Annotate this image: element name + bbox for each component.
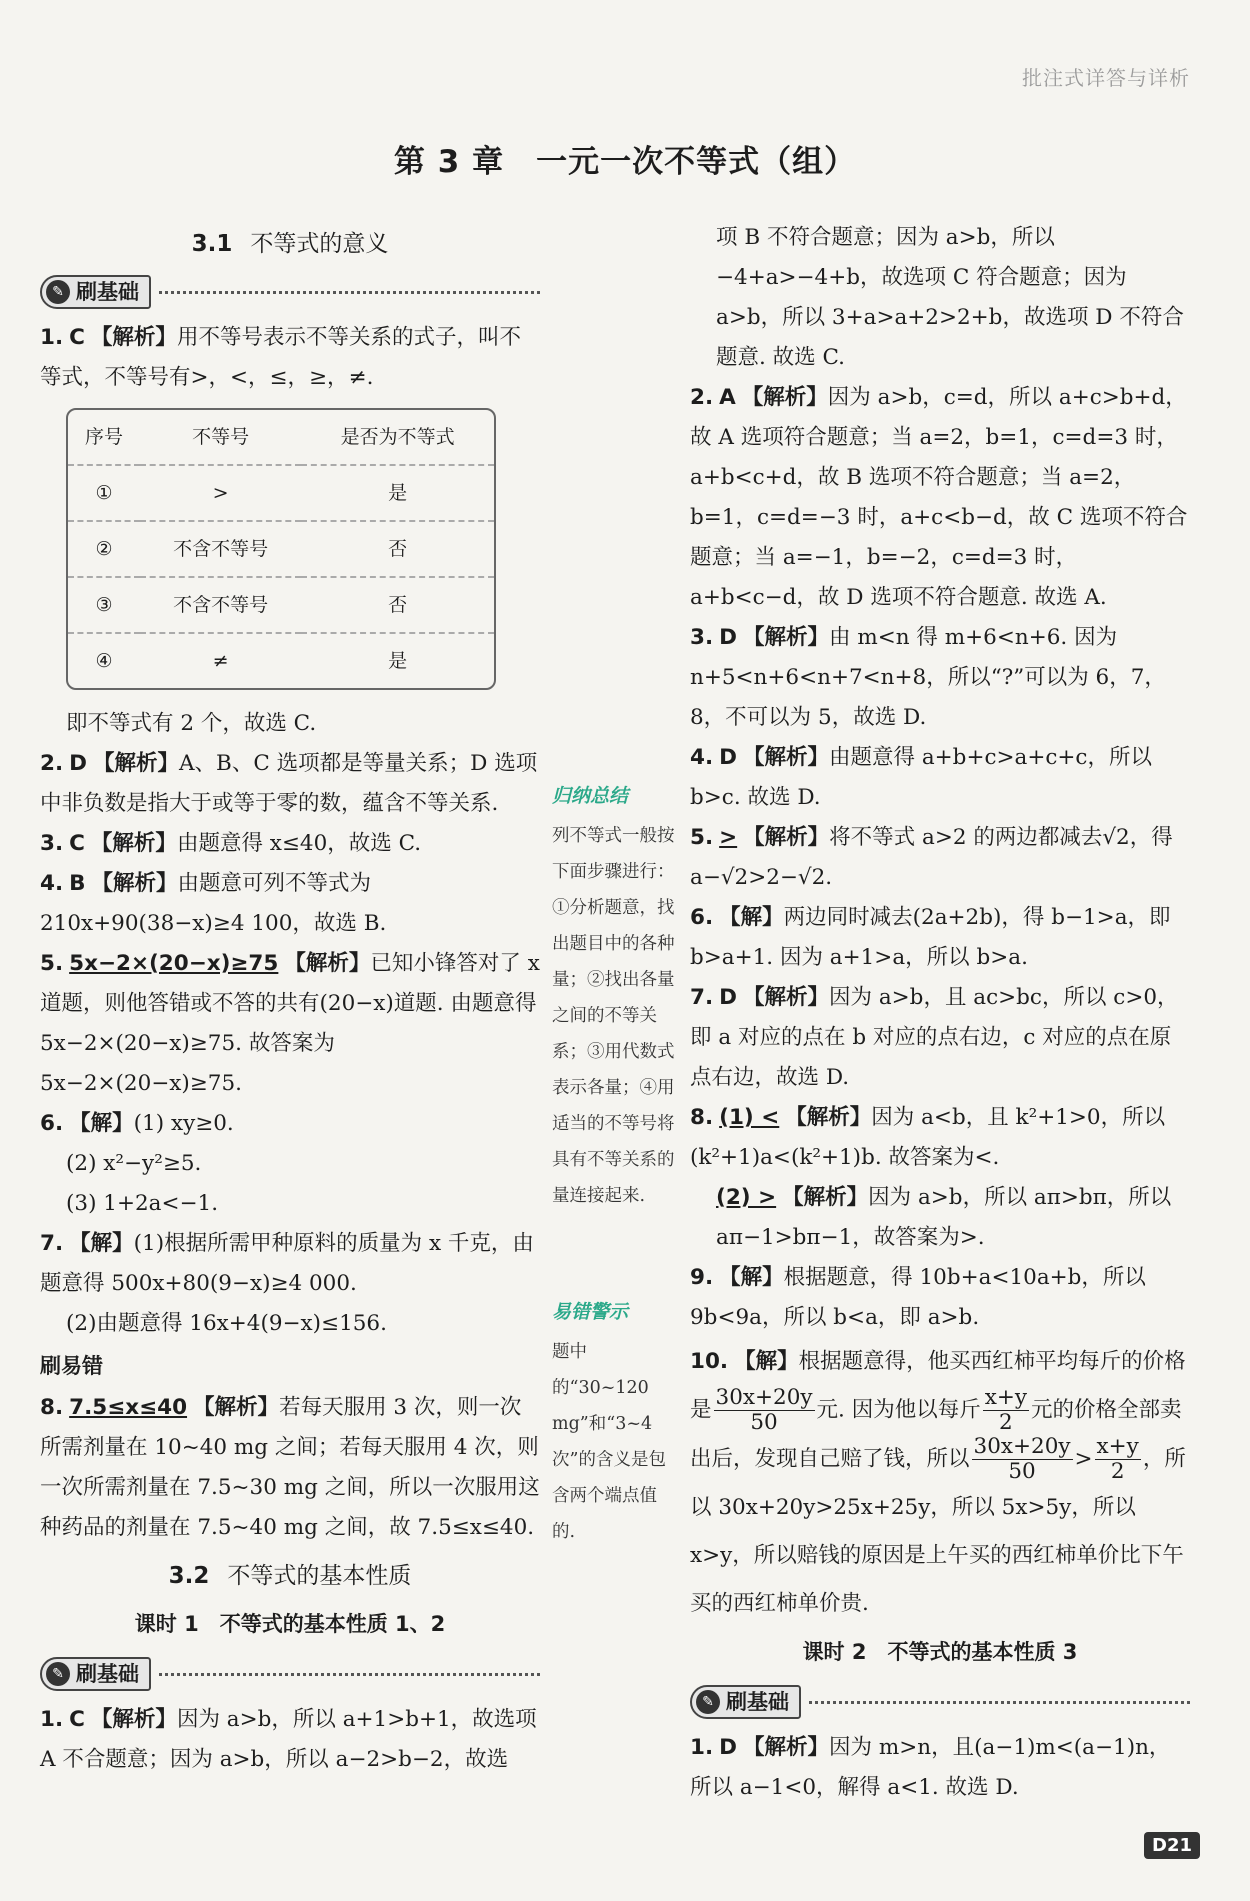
banner-basic [40, 1654, 540, 1694]
analysis-tag: 【解析】 [741, 385, 828, 410]
banner-basic [690, 1682, 1190, 1722]
table-cell: 不含不等号 [140, 576, 301, 632]
brush-icon: ✎ [696, 1690, 720, 1714]
solution-line: (3) 1+2a<−1. [66, 1191, 219, 1216]
comparison-table [66, 408, 496, 690]
solution-text: 元的价格全部卖出后，发现自己赔了钱，所以 [690, 1397, 1182, 1472]
question-number: 5. [40, 951, 64, 976]
question-continuation: 项 B 不符合题意；因为 a>b，所以 −4+a>−4+b，故选项 C 符合题意；因为 a>b，所以 3+a>a+2>2+b，故选项 D 不符合题意. 故选 C. [716, 225, 1184, 370]
denominator: 2 [999, 1410, 1013, 1435]
denominator: 50 [750, 1410, 778, 1435]
section-name: 不等式的基本性质 [227, 1563, 412, 1589]
analysis-tag: 【解析】 [90, 325, 177, 350]
table-cell: 否 [301, 520, 494, 576]
answer: D [719, 745, 737, 770]
solution-tag: 【解】 [719, 1265, 784, 1290]
dotted-divider [159, 1673, 540, 1676]
question-number: 8. [690, 1105, 714, 1130]
table-cell: 是 [301, 632, 494, 688]
note-heading: 易错警示 [552, 1301, 629, 1323]
comparison-sign: > [1074, 1446, 1093, 1472]
analysis-text: 用不等号表示不等关系的式子，叫不等式，不等号有>，<，≤，≥，≠. [40, 325, 521, 390]
analysis-tag: 【解析】 [90, 831, 177, 856]
lesson-title: 课时 2 不等式的基本性质 3 [802, 1640, 1078, 1664]
table-cell: > [140, 464, 301, 520]
solution-text: 根据题意，得 10b+a<10a+b，所以 9b<9a，所以 b<a，即 a>b. [690, 1265, 1146, 1330]
question-4 [40, 864, 540, 944]
question-number: 7. [690, 985, 714, 1010]
solution-tag: 【解】 [69, 1231, 134, 1256]
fraction [714, 1386, 815, 1435]
table-cell: ④ [68, 632, 140, 688]
analysis-text: 因为 a>b，所以 aπ>bπ，所以 aπ−1>bπ−1，故答案为>. [716, 1185, 1172, 1250]
answer: B [69, 871, 86, 896]
chapter-title: 第 3 章 一元一次不等式（组） [393, 144, 857, 180]
denominator: 50 [1008, 1459, 1036, 1484]
fraction [1095, 1435, 1141, 1484]
analysis-text: 因为 a>b，所以 a+1>b+1，故选项 A 不合题意；因为 a>b，所以 a−2>b−2，故选 [40, 1707, 537, 1772]
analysis-tag: 【解析】 [743, 825, 830, 850]
question-number: 4. [690, 745, 714, 770]
analysis-text: 因为 m>n，且(a−1)m<(a−1)n，所以 a−1<0，解得 a<1. 故选 D. [690, 1735, 1171, 1800]
analysis-tag: 【解析】 [284, 951, 371, 976]
answer: (2) > [716, 1185, 777, 1210]
question-number: 6. [40, 1111, 64, 1136]
question-9 [40, 1700, 540, 1780]
answer: C [69, 325, 85, 350]
analysis-text: 已知小锋答对了 x 道题，则他答错或不答的共有(20−x)道题. 由题意得 5x−2×(20−x)≥75. 故答案为 5x−2×(20−x)≥75. [40, 951, 540, 1096]
question-7 [690, 978, 1190, 1098]
fraction [983, 1386, 1029, 1435]
analysis-tag: 【解析】 [93, 751, 180, 776]
question-2 [40, 744, 540, 824]
table-row [68, 632, 494, 688]
table-header: 不等号 [192, 426, 250, 448]
analysis-tag: 【解析】 [743, 1735, 830, 1760]
question-number: 9. [690, 1265, 714, 1290]
analysis-tag: 【解析】 [785, 1105, 872, 1130]
question-8 [690, 1098, 1190, 1178]
banner-label: 刷基础 [76, 280, 139, 304]
numerator: 30x+20y [973, 1434, 1071, 1459]
numerator: 30x+20y [715, 1385, 813, 1410]
banner-label: 刷基础 [726, 1690, 789, 1714]
question-number: 4. [40, 871, 64, 896]
question-6 [40, 1104, 540, 1144]
question-6 [690, 898, 1190, 978]
right-column [690, 218, 1190, 1808]
note-text: 题中的“30~120 mg”和“3~4 次”的含义是包含两个端点值的. [552, 1342, 666, 1542]
table-header: 是否为不等式 [340, 426, 455, 448]
analysis-tag: 【解析】 [743, 745, 830, 770]
question-number: 2. [40, 751, 64, 776]
question-5 [690, 818, 1190, 898]
question-7 [40, 1224, 540, 1304]
analysis-text: 由题意可列不等式为 210x+90(38−x)≥4 100，故选 B. [40, 871, 387, 936]
question-4 [690, 738, 1190, 818]
banner-badge [40, 1657, 151, 1691]
question-number: 8. [40, 1395, 64, 1420]
banner-badge [690, 1685, 801, 1719]
question-2 [690, 378, 1190, 618]
question-number: 1. [40, 325, 64, 350]
solution-line: (2)由题意得 16x+4(9−x)≤156. [66, 1311, 387, 1336]
question-3 [690, 618, 1190, 738]
summary-note [552, 778, 677, 1214]
dotted-divider [159, 291, 540, 294]
question-10 [690, 1338, 1190, 1628]
solution-line: (1)根据所需甲种原料的质量为 x 千克，由题意得 500x+80(9−x)≥4 000. [40, 1231, 534, 1296]
banner-basic [40, 272, 540, 312]
analysis-text: 由 m<n 得 m+6<n+6. 因为 n+5<n+6<n+7<n+8，所以“?”可以为 6，7，8，不可以为 5，故选 D. [690, 625, 1166, 730]
header-tag: 批注式详答与详析 [1022, 66, 1190, 90]
solution-tag: 【解】 [69, 1111, 134, 1136]
section-number: 3.2 [168, 1563, 210, 1589]
section-title [40, 1556, 540, 1596]
notes-column [552, 778, 677, 1630]
section-name: 不等式的意义 [250, 231, 389, 257]
question-number: 2. [690, 385, 714, 410]
left-column [40, 220, 540, 1780]
solution-line: (2) x²−y²≥5. [66, 1151, 202, 1176]
note-text: 列不等式一般按下面步骤进行：①分析题意，找出题目中的各种量；②找出各量之间的不等关系；③用代数式表示各量；④用适当的不等号将具有不等关系的量连接起来. [552, 826, 675, 1206]
numerator: x+y [984, 1385, 1027, 1410]
question-number: 7. [40, 1231, 64, 1256]
section-title [40, 224, 540, 264]
question-1 [40, 318, 540, 398]
table-cell: ② [68, 520, 140, 576]
solution-tag: 【解】 [734, 1349, 799, 1374]
table-cell: ≠ [140, 632, 301, 688]
banner-badge [40, 275, 151, 309]
question-8 [40, 1388, 540, 1548]
banner-label: 刷基础 [76, 1662, 139, 1686]
dotted-divider [809, 1701, 1190, 1704]
solution-text: ，所以 30x+20y>25x+25y，所以 5x>5y，所以 x>y，所以赔钱的原因是上午买的西红柿单价比下午买的西红柿单价贵. [690, 1446, 1186, 1616]
brush-icon: ✎ [46, 280, 70, 304]
analysis-text: 由题意得 x≤40，故选 C. [176, 831, 422, 856]
question-1-tail: 即不等式有 2 个，故选 C. [66, 711, 317, 736]
warning-note [552, 1294, 677, 1550]
answer: C [69, 1707, 85, 1732]
analysis-text: 将不等式 a>2 的两边都减去√2，得 a−√2>2−√2. [690, 825, 1173, 890]
table-cell: 是 [301, 464, 494, 520]
table-header: 序号 [84, 426, 123, 448]
analysis-tag: 【解析】 [193, 1395, 280, 1420]
solution-text: 两边同时减去(2a+2b)，得 b−1>a，即 b>a+1. 因为 a+1>a，所以 b>a. [690, 905, 1171, 970]
analysis-tag: 【解析】 [782, 1185, 869, 1210]
analysis-text: A、B、C 选项都是等量关系；D 选项中非负数是指大于或等于零的数，蕴含不等关系. [40, 751, 538, 816]
lesson-title: 课时 1 不等式的基本性质 1、2 [134, 1612, 446, 1636]
table-cell: 否 [301, 576, 494, 632]
solution-text: 根据题意得，他买西红柿平均每斤的价格是 [690, 1349, 1186, 1423]
numerator: x+y [1096, 1434, 1139, 1459]
analysis-text: 由题意得 a+b+c>a+c+c，所以 b>c. 故选 D. [690, 745, 1152, 810]
question-number: 3. [690, 625, 714, 650]
answer: D [719, 985, 737, 1010]
table-row [68, 464, 494, 520]
table-cell: ③ [68, 576, 140, 632]
question-number: 6. [690, 905, 714, 930]
answer: (1) < [719, 1105, 780, 1130]
brush-icon: ✎ [46, 1662, 70, 1686]
note-heading: 归纳总结 [552, 785, 629, 807]
analysis-text: 因为 a>b，c=d，所以 a+c>b+d，故 A 选项符合题意；当 a=2，b=1，c=d=3 时，a+b<c+d，故 B 选项不符合题意；当 a=2，b=1，c=d=−3 时，a+c<b−d，故 C 选项不符合题意；当 a=−1，b=−2，c=d=3 时，a+b<c−d，故 D 选项不符合题意. 故选 A. [690, 385, 1188, 610]
fraction [972, 1435, 1073, 1484]
page-number: D21 [1144, 1832, 1200, 1859]
table-row [68, 520, 494, 576]
analysis-text: 因为 a<b，且 k²+1>0，所以 (k²+1)a<(k²+1)b. 故答案为<. [690, 1105, 1166, 1170]
analysis-tag: 【解析】 [743, 985, 830, 1010]
question-5 [40, 944, 540, 1104]
question-8-part-2 [690, 1178, 1190, 1258]
answer: C [69, 831, 85, 856]
denominator: 2 [1110, 1459, 1125, 1484]
analysis-text: 因为 a>b，且 ac>bc，所以 c>0，即 a 对应的点在 b 对应的点右边，c 对应的点在原点右边，故选 D. [690, 985, 1179, 1090]
solution-line: (1) xy≥0. [133, 1111, 234, 1136]
question-number: 1. [40, 1707, 64, 1732]
answer: D [719, 625, 737, 650]
answer: D [69, 751, 87, 776]
answer: 7.5≤x≤40 [69, 1395, 188, 1420]
section-number: 3.1 [191, 231, 233, 257]
question-11 [690, 1728, 1190, 1808]
answer: 5x−2×(20−x)≥75 [69, 951, 279, 976]
answer: A [719, 385, 736, 410]
table-header-row [68, 410, 494, 464]
table-row [68, 576, 494, 632]
analysis-tag: 【解析】 [90, 1707, 177, 1732]
subhead-mistakes: 刷易错 [40, 1354, 103, 1378]
question-3 [40, 824, 540, 864]
solution-tag: 【解】 [719, 905, 784, 930]
analysis-tag: 【解析】 [743, 625, 830, 650]
question-number: 3. [40, 831, 64, 856]
solution-text: 元. 因为他以每斤 [816, 1397, 981, 1423]
answer: D [719, 1735, 737, 1760]
table-cell: 不含不等号 [140, 520, 301, 576]
answer: > [719, 825, 738, 850]
table-cell: ① [68, 464, 140, 520]
question-9 [690, 1258, 1190, 1338]
analysis-text: 若每天服用 3 次，则一次所需剂量在 10~40 mg 之间；若每天服用 4 次，则一次所需剂量在 7.5~30 mg 之间，所以一次服用这种药品的剂量在 7.5~40 mg 之间，故 7.5≤x≤40. [40, 1395, 540, 1540]
question-number: 1. [690, 1735, 714, 1760]
analysis-tag: 【解析】 [91, 871, 178, 896]
question-number: 10. [690, 1349, 729, 1374]
question-number: 5. [690, 825, 714, 850]
